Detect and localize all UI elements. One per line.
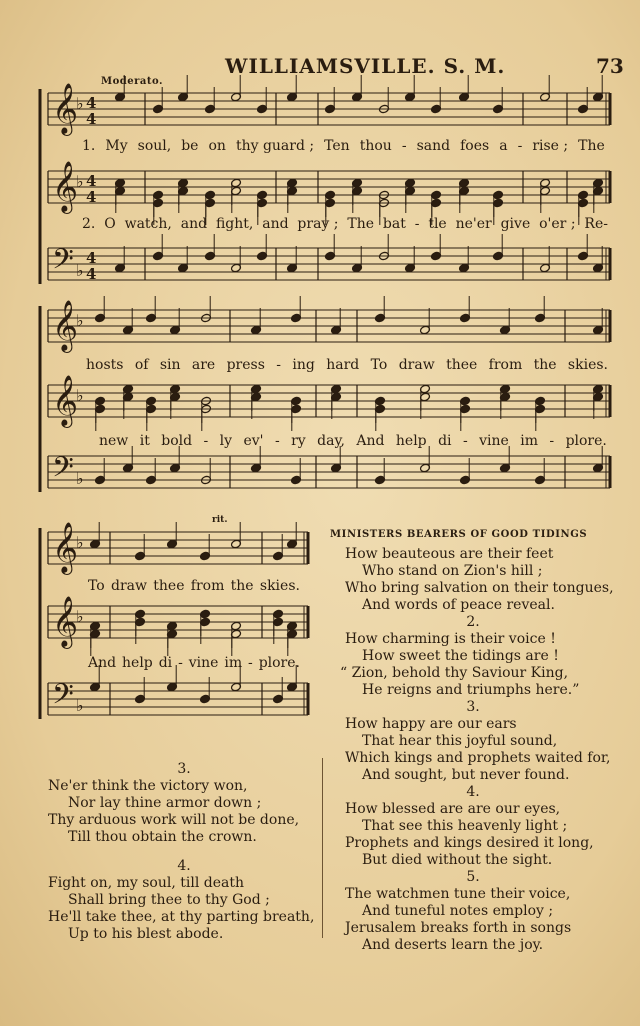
stanza-3-line-2: That hear this joyful sound, [362,733,558,749]
stanza-4-line-3: Prophets and kings desired it long, [345,835,594,851]
lyric-syllable: O [104,216,116,232]
lyric-syllable: - [276,357,282,373]
tune-title: WILLIAMSVILLE. S. M. [225,54,506,78]
stanza-2-number: 2. [466,614,480,630]
time-signature-denominator: 4 [86,110,97,128]
lyric-syllable: it [139,433,150,449]
lyric-syllable: di [438,433,452,449]
lyrics-system2-verse2 [99,433,607,449]
lyric-syllable: draw [398,357,435,373]
bass-clef: 𝄢 [52,243,74,283]
left-stanza-4-line-2: Shall bring thee to thy God ; [68,892,270,908]
lyric-syllable: plore. [565,433,607,449]
lyric-syllable: And [356,433,385,449]
lyric-syllable: foes [460,138,490,154]
lyric-syllable: day, [317,433,345,449]
bass-clef: 𝄢 [52,451,74,491]
lyric-syllable: ly [219,433,233,449]
lyric-syllable: To [370,357,388,373]
lyric-syllable: Re- [584,216,608,232]
time-signature-numerator: 4 [86,249,97,267]
right-poem [330,546,616,954]
lyrics-system1-verse2 [82,216,608,232]
lyrics-system1-verse1 [82,138,605,154]
lyric-syllable: give [500,216,531,232]
left-stanza-3-line-1: Ne'er think the victory won, [48,778,248,794]
lyric-syllable: from [190,578,225,594]
flat-sign: ♭ [76,607,84,626]
lyric-syllable: a [499,138,508,154]
stanza-4-number: 4. [466,784,480,800]
lyric-syllable: - [401,138,407,154]
stanza-2-line-1: How charming is their voice ! [345,631,556,647]
lyric-syllable: To [88,578,105,594]
flat-sign: ♭ [76,386,84,405]
lyrics-system3-verse1 [88,578,300,594]
lyric-syllable: hosts [86,357,124,373]
stanza-1-line-3: Who bring salvation on their tongues, [345,580,614,596]
lyric-syllable: draw [110,578,147,594]
lyric-syllable: im [520,433,538,449]
lyric-syllable: 1. [82,138,96,154]
column-divider [322,758,323,938]
flat-sign: ♭ [76,533,84,552]
flat-sign: ♭ [76,94,84,113]
tempo-marking: Moderato. [101,76,163,87]
treble-clef: 𝄞 [52,522,79,573]
left-stanza-3-line-3: Thy arduous work will not be done, [48,812,300,828]
stanza-5-line-4: And deserts learn the joy. [362,937,544,953]
lyric-syllable: tle [428,216,447,232]
lyric-syllable: bat [382,216,406,232]
lyric-syllable: thy guard ; [235,138,315,154]
lyric-syllable: skies. [259,578,300,594]
lyric-syllable: ing [292,357,315,373]
lyric-syllable: - [274,433,280,449]
stanza-2-line-2: How sweet the tidings are ! [362,648,559,664]
lyric-syllable: Ten [324,138,350,154]
time-signature-numerator: 4 [86,94,97,112]
stanza-5-line-1: The watchmen tune their voice, [345,886,571,902]
lyric-syllable: ne'er [455,216,492,232]
stanza-2-line-4: He reigns and triumphs here.” [362,682,580,698]
stanza-3-line-3: Which kings and prophets waited for, [345,750,611,766]
stanza-5-number: 5. [466,869,480,885]
stanza-4-line-2: That see this heavenly light ; [362,818,568,834]
lyric-syllable: help [395,433,427,449]
stanza-1-line-2: Who stand on Zion's hill ; [362,563,543,579]
lyric-syllable: di [158,655,173,671]
lyric-syllable: pray ; [297,216,339,232]
stanza-3-line-4: And sought, but never found. [362,767,570,783]
lyric-syllable: the [533,357,557,373]
flat-sign: ♭ [76,696,84,715]
lyric-syllable: 2. [82,216,96,232]
left-stanza-4-line-1: Fight on, my soul, till death [48,875,244,891]
lyric-syllable: - [178,655,183,671]
time-signature-denominator: 4 [86,265,97,283]
lyric-syllable: help [122,655,153,671]
lyric-syllable: ry [291,433,306,449]
flat-sign: ♭ [76,311,84,330]
lyric-syllable: on [208,138,226,154]
lyric-syllable: sand [416,138,451,154]
lyric-syllable: - [549,433,555,449]
lyric-syllable: bold [161,433,193,449]
lyric-syllable: rise ; [532,138,569,154]
lyric-syllable: - [517,138,523,154]
lyric-syllable: im [224,655,243,671]
stanza-2-line-3: “ Zion, behold thy Saviour King, [340,665,569,681]
lyric-syllable: And [88,655,117,671]
lyric-syllable: The [347,216,375,232]
lyric-syllable: My [105,138,128,154]
stanza-5-line-3: Jerusalem breaks forth in songs [345,920,572,936]
stanza-1-line-1: How beauteous are their feet [345,546,554,562]
lyric-syllable: plore. [258,655,300,671]
flat-sign: ♭ [76,469,84,488]
lyric-syllable: vine [188,655,219,671]
lyric-syllable: of [134,357,149,373]
left-poem [48,761,320,943]
left-stanza-4-line-3: He'll take thee, at thy parting breath, [48,909,315,925]
left-stanza-3-number: 3. [177,761,191,777]
flat-sign: ♭ [76,261,84,280]
lyrics-system3-verse2 [88,655,300,671]
lyric-syllable: fight, [215,216,254,232]
left-stanza-3-line-2: Nor lay thine armor down ; [68,795,262,811]
lyrics-system2-verse1 [86,357,608,373]
treble-clef: 𝄞 [52,596,79,647]
stanza-3-number: 3. [466,699,480,715]
hymn-title: MINISTERS BEARERS OF GOOD TIDINGS [330,529,588,540]
left-stanza-4-number: 4. [177,858,191,874]
treble-clef: 𝄞 [52,300,79,351]
page-number: 73 [596,54,624,78]
left-stanza-3-line-4: Till thou obtain the crown. [68,829,257,845]
stanza-3-line-1: How happy are our ears [345,716,517,732]
bass-clef: 𝄢 [52,678,74,718]
lyric-syllable: and [180,216,208,232]
lyric-syllable: and [262,216,289,232]
left-stanza-4-line-4: Up to his blest abode. [68,926,224,942]
lyric-syllable: new [99,433,129,449]
stanza-5-line-2: And tuneful notes employ ; [362,903,554,919]
lyric-syllable: vine [479,433,509,449]
lyric-syllable: be [181,138,199,154]
ritardando-marking: rit. [212,515,228,525]
lyric-syllable: soul, [137,138,172,154]
time-signature-numerator: 4 [86,172,97,190]
time-signature-denominator: 4 [86,188,97,206]
stanza-1-line-4: And words of peace reveal. [362,597,555,613]
lyric-syllable: thou [359,138,392,154]
treble-clef: 𝄞 [52,83,79,134]
lyric-syllable: - [203,433,209,449]
treble-clef: 𝄞 [52,161,79,212]
flat-sign: ♭ [76,172,84,191]
lyric-syllable: thee [153,578,185,594]
stanza-4-line-4: But died without the sight. [362,852,553,868]
lyric-syllable: - [414,216,420,232]
lyric-syllable: the [230,578,254,594]
treble-clef: 𝄞 [52,375,79,426]
lyric-syllable: are [191,357,216,373]
lyric-syllable: watch, [124,216,172,232]
lyric-syllable: thee [446,357,478,373]
lyric-syllable: o'er ; [539,216,576,232]
lyric-syllable: skies. [567,357,608,373]
lyric-syllable: sin [159,357,181,373]
lyric-syllable: press [226,357,265,373]
lyric-syllable: hard [326,357,360,373]
lyric-syllable: The [578,138,605,154]
lyric-syllable: - [462,433,468,449]
lyric-syllable: - [248,655,253,671]
lyric-syllable: ev' [243,433,264,449]
stanza-4-line-1: How blessed are are our eyes, [345,801,561,817]
lyric-syllable: from [488,357,523,373]
